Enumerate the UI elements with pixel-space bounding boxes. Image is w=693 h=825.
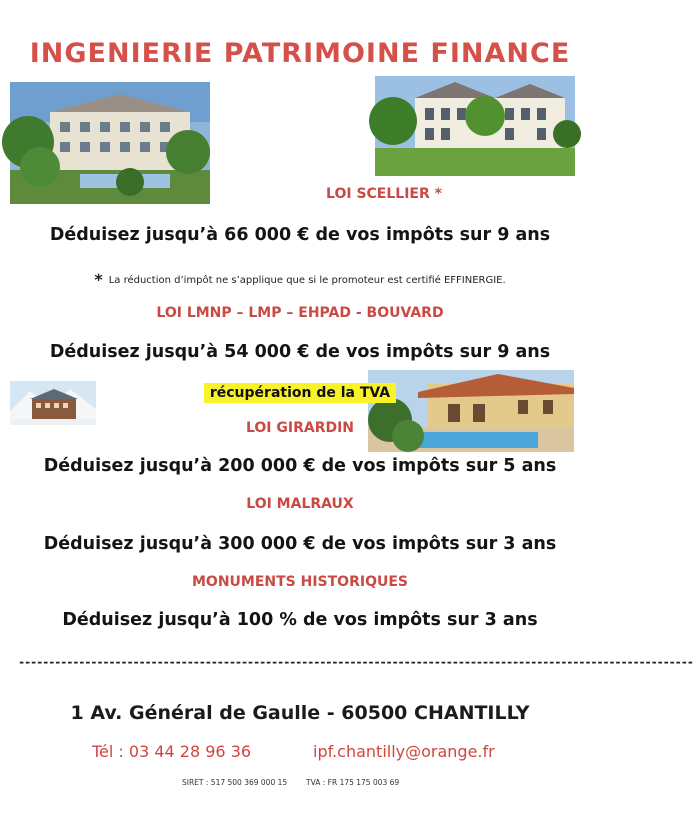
- residence-photo-right: [375, 76, 575, 176]
- tva-number: TVA : FR 175 175 003 69: [306, 778, 400, 787]
- address: 1 Av. Général de Gaulle - 60500 CHANTILLY: [70, 702, 530, 724]
- footnote-text: La réduction d’impôt ne s’applique que si le promoteur est certifié EFFINERGIE.: [108, 275, 506, 286]
- deduction-malraux: Déduisez jusqu’à 300 000 € de vos impôts sur 3 ans: [43, 534, 557, 554]
- dashed-divider: ----------------------------------------------------------------------------------------------------------------: [18, 655, 693, 669]
- deduction-scellier: Déduisez jusqu’à 66 000 € de vos impôts sur 9 ans: [49, 225, 551, 245]
- footnote: [0, 268, 600, 287]
- page-title: INGENIERIE PATRIMOINE FINANCE: [29, 38, 571, 69]
- footnote-star: *: [94, 270, 103, 289]
- deduction-girardin: Déduisez jusqu’à 200 000 € de vos impôts sur 5 ans: [43, 456, 557, 476]
- tva-highlight-text: récupération de la TVA: [204, 383, 396, 403]
- law-malraux-heading: LOI MALRAUX: [246, 496, 354, 512]
- monuments-historiques-heading: MONUMENTS HISTORIQUES: [191, 574, 408, 590]
- deduction-monuments: Déduisez jusqu’à 100 % de vos impôts sur 3 ans: [62, 610, 538, 630]
- tva-highlight: [0, 382, 600, 401]
- phone: Tél : 03 44 28 96 36: [92, 742, 252, 761]
- law-girardin-heading: LOI GIRARDIN: [245, 420, 355, 436]
- law-scellier-heading: LOI SCELLIER *: [326, 186, 442, 202]
- siret: SIRET : 517 500 369 000 15: [182, 778, 288, 787]
- law-lmnp-heading: LOI LMNP – LMP – EHPAD - BOUVARD: [156, 305, 444, 321]
- email: ipf.chantilly@orange.fr: [313, 742, 495, 761]
- deduction-lmnp: Déduisez jusqu’à 54 000 € de vos impôts sur 9 ans: [49, 342, 551, 362]
